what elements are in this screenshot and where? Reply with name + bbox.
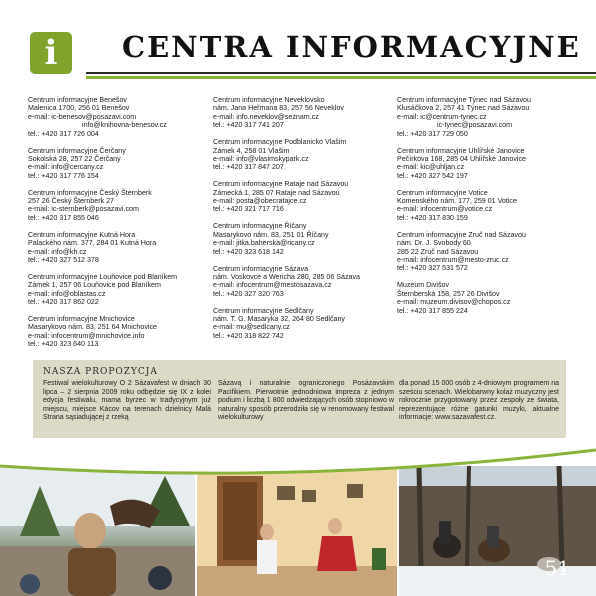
info-center-name: Centrum informacyjne Sedlčany bbox=[213, 306, 314, 315]
info-center-line: e-mail: mu@sedlcany.cz bbox=[213, 323, 290, 332]
info-center-name: Centrum informacyjne Týnec nad Sázavou bbox=[397, 96, 531, 104]
info-center-entry bbox=[213, 265, 393, 299]
info-center-entry bbox=[213, 138, 393, 172]
info-center-entry bbox=[28, 273, 208, 307]
info-center-line: ic-tynec@posazavi.com bbox=[437, 121, 513, 130]
info-center-entry bbox=[213, 180, 393, 214]
info-center-line: Pečírkova 168, 285 04 Uhlířské Janovice bbox=[397, 154, 526, 163]
info-center-entry bbox=[397, 96, 587, 138]
info-center-line: 257 26 Český Šternberk 27 bbox=[28, 197, 114, 206]
page-header bbox=[0, 0, 596, 90]
proposal-box bbox=[33, 360, 566, 438]
info-center-entry bbox=[28, 231, 208, 265]
info-center-line: Zámek 4, 258 01 Vlašim bbox=[213, 146, 290, 155]
info-center-name: Centrum informacyjne Benešov bbox=[28, 96, 127, 104]
proposal-title: NASZA PROPOZYCJA bbox=[43, 367, 158, 377]
title-rule-dark bbox=[86, 72, 596, 74]
info-center-line: tel.: +420 317 855 224 bbox=[397, 306, 468, 315]
info-center-line: e-mail: jitka.baherska@ricany.cz bbox=[213, 239, 315, 248]
info-center-line: tel.: +420 327 531 572 bbox=[397, 264, 468, 273]
info-center-line: e-mail: info@kh.cz bbox=[28, 247, 87, 256]
info-center-name: Muzeum Divišov bbox=[397, 281, 450, 290]
page-number: 51 bbox=[544, 556, 570, 580]
info-center-line: e-mail: info.neveklov@seznam.cz bbox=[213, 112, 319, 121]
info-center-name: Centrum informacyjne Uhlířské Janovice bbox=[397, 146, 525, 155]
info-center-line: e-mail: posta@obecratajce.cz bbox=[213, 197, 307, 206]
proposal-text-1: Festiwal wielokulturowy O 2 Sázavafest w dniach 30 lipca – 2 sierpnia 2009 roku odbędzie się IX z kolei edycja festiwalu, mama byrzec w tradycyjnym już miejscu, miejsce Kácov na terenach dzielnicy Malá Strana sąsiadującej z rzeką bbox=[43, 380, 211, 422]
info-center-name: Centrum informacyjne Mnichovice bbox=[28, 315, 135, 324]
info-center-line: Sokolská 28, 257 22 Čerčany bbox=[28, 154, 121, 163]
proposal-text-2: Sázavą i naturalnie ograniczonego Posázavskim Pacifikiem. Pierwotnie jednodniowa impreza z jednym podium i liczbą 1 800 odwiedzających osób stopniowo w naturalny sposób przerodziła się w renomowany festiwal wielokulturowy bbox=[218, 380, 394, 422]
proposal-text-3: dla ponad 15 000 osób z 4-dniowym programem na sześciu scenach. Wielobarwny kolaż muzyczny jest rokrocznie przygotowany przez zespoły ze świata, reprezentujące różne gatunki muzyki, aktualne informacje: www.sazavafest.cz. bbox=[399, 380, 559, 422]
photo-strip bbox=[0, 442, 596, 596]
info-center-line: tel.: +420 318 822 742 bbox=[213, 331, 284, 340]
info-icon bbox=[30, 32, 72, 74]
info-center-line: e-mail: info@vlasimskypark.cz bbox=[213, 154, 309, 163]
info-column-3 bbox=[397, 96, 587, 323]
info-center-entry bbox=[28, 96, 208, 138]
info-center-line: nám. Jana Heřmana 83, 257 56 Neveklov bbox=[213, 104, 344, 113]
info-center-name: Centrum informacyjne Rataje nad Sázavou bbox=[213, 180, 349, 189]
info-center-line: Masarykovo nám. 83, 251 64 Mnichovice bbox=[28, 323, 157, 332]
info-center-line: Zámecká 1, 285 07 Rataje nad Sázavou bbox=[213, 188, 340, 197]
info-center-line: e-mail: info@cercany.cz bbox=[28, 163, 104, 172]
decorative-swoosh bbox=[0, 442, 596, 482]
info-center-entry bbox=[397, 281, 587, 315]
info-center-entry bbox=[397, 231, 587, 273]
info-center-line: tel.: +420 327 320 763 bbox=[213, 289, 284, 298]
info-center-name: Centrum informacyjne Kutná Hora bbox=[28, 230, 136, 239]
info-center-line: e-mail: ic@centrum-tynec.cz bbox=[397, 112, 487, 121]
info-center-name: Centrum informacyjne Český Šternberk bbox=[28, 188, 152, 197]
info-center-line: tel.: +420 317 741 207 bbox=[213, 121, 284, 130]
info-center-line: e-mail: infocentrum@votice.cz bbox=[397, 205, 493, 214]
info-center-line: tel.: +420 317 862 022 bbox=[28, 298, 99, 307]
info-center-name: Centrum informacyjne Neveklovsko bbox=[213, 96, 325, 104]
info-column-1 bbox=[28, 96, 208, 357]
info-center-line: e-mail: ic-sternberk@posazavi.com bbox=[28, 205, 139, 214]
info-column-2 bbox=[213, 96, 393, 349]
info-center-entry bbox=[397, 147, 587, 181]
info-center-line: e-mail: infocentrum@mnichovice.info bbox=[28, 331, 145, 340]
info-center-line: tel.: +420 317 847 207 bbox=[213, 163, 284, 172]
info-center-name: Centrum informacyjne Podblanicko Vlašim bbox=[213, 138, 347, 147]
info-center-line: tel.: +420 317 729 050 bbox=[397, 129, 468, 138]
info-center-line: e-mail: muzeum.divisov@chopos.cz bbox=[397, 298, 511, 307]
info-center-entry bbox=[213, 96, 393, 130]
info-center-entry bbox=[213, 307, 393, 341]
info-center-line: tel.: +420 327 512 378 bbox=[28, 256, 99, 264]
info-center-line: Palackého nám. 377, 284 01 Kutná Hora bbox=[28, 239, 157, 248]
title-rule-green bbox=[86, 76, 596, 79]
info-center-line: Komenského nám. 177, 259 01 Votice bbox=[397, 197, 517, 206]
info-center-name: Centrum informacyjne Sázava bbox=[213, 264, 309, 273]
info-center-name: Centrum informacyjne Votice bbox=[397, 188, 488, 197]
info-center-line: Masarykovo nám. 83, 251 01 Říčany bbox=[213, 230, 329, 239]
falconer-photo bbox=[0, 466, 195, 596]
info-center-line: Šternberská 158, 257 26 Divišov bbox=[397, 289, 500, 298]
info-center-line: Malenica 1700, 256 01 Benešov bbox=[28, 104, 130, 113]
info-center-name: Centrum informacyjne Čerčany bbox=[28, 146, 126, 155]
info-center-line: tel.: +420 317 726 004 bbox=[28, 129, 99, 138]
info-center-line: e-mail: kic@uhljan.cz bbox=[397, 163, 465, 172]
info-center-line: nám. T. G. Masaryka 32, 264 80 Sedlčany bbox=[213, 315, 345, 324]
info-center-entry bbox=[213, 222, 393, 256]
info-center-line: tel.: +420 317 830 159 bbox=[397, 213, 468, 222]
info-center-line: e-mail: info@oblastas.cz bbox=[28, 289, 106, 298]
info-center-line: tel.: +420 323 640 113 bbox=[28, 340, 99, 349]
info-center-line: Klusáčkova 2, 257 41 Týnec nad Sázavou bbox=[397, 104, 530, 113]
info-center-line: nám. Dr. J. Svobody 60 bbox=[397, 239, 471, 248]
info-center-line: info@knihovna-benesov.cz bbox=[82, 121, 167, 130]
info-center-line: e-mail: infocentrum@mesto-zruc.cz bbox=[397, 256, 509, 264]
info-center-line: e-mail: infocentrum@mestosazava.cz bbox=[213, 281, 332, 290]
info-center-line: tel.: +420 317 855 046 bbox=[28, 213, 99, 222]
info-icon-letter: i bbox=[44, 33, 58, 73]
page-title: CENTRA INFORMACYJNE bbox=[122, 30, 581, 64]
info-center-entry bbox=[397, 189, 587, 223]
info-center-line: tel.: +420 327 542 197 bbox=[397, 171, 468, 180]
performers-photo bbox=[197, 466, 397, 596]
info-center-line: nám. Voskovce a Wericha 280, 285 06 Sázava bbox=[213, 272, 360, 281]
info-center-line: Zámek 1, 257 06 Louňovice pod Blaníkem bbox=[28, 281, 161, 290]
info-center-line: tel.: +420 317 776 154 bbox=[28, 171, 99, 180]
info-center-line: e-mail: ic-benesov@posazavi.com bbox=[28, 112, 137, 121]
info-center-name: Centrum informacyjne Zruč nad Sázavou bbox=[397, 230, 526, 239]
info-center-line: tel.: +420 321 717 716 bbox=[213, 205, 284, 214]
info-center-line: tel.: +420 323 618 142 bbox=[213, 247, 284, 256]
info-center-entry bbox=[28, 315, 208, 349]
info-center-name: Centrum informacyjne Louňovice pod Blaníkem bbox=[28, 272, 178, 281]
info-center-name: Centrum informacyjne Říčany bbox=[213, 222, 307, 231]
info-center-entry bbox=[28, 147, 208, 181]
info-center-line: 285 22 Zruč nad Sázavou bbox=[397, 247, 479, 256]
info-center-entry bbox=[28, 189, 208, 223]
